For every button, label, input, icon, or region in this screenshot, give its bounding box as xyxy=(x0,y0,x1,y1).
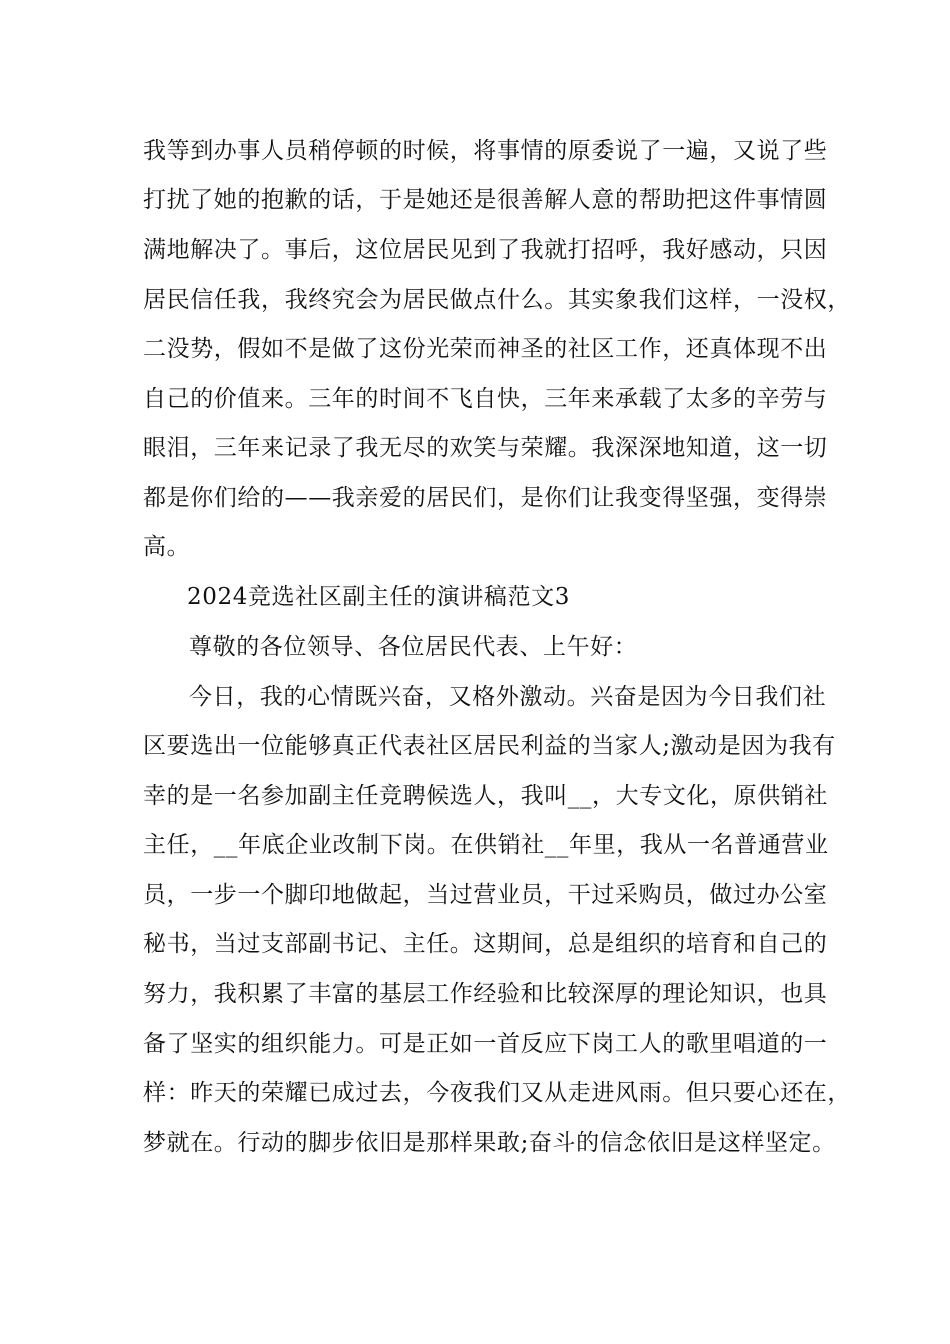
paragraph2-line-7: 努力，我积累了丰富的基层工作经验和比较深厚的理论知识，也具 xyxy=(143,981,828,1007)
paragraph2-line-10: 梦就在。行动的脚步依旧是那样果敢;奋斗的信念依旧是这样坚定。 xyxy=(143,1130,836,1156)
paragraph2-line-8: 备了坚实的组织能力。可是正如一首反应下岗工人的歌里唱道的一 xyxy=(143,1031,828,1057)
paragraph1-line-3: 满地解决了。事后，这位居民见到了我就打招呼，我好感动，只因 xyxy=(143,237,828,263)
paragraph2-line-1: 今日，我的心情既兴奋，又格外激动。兴奋是因为今日我们社 xyxy=(189,684,827,710)
paragraph2-line-5: 员，一步一个脚印地做起，当过营业员，干过采购员，做过办公室 xyxy=(143,882,828,908)
paragraph1-line-5: 二没势，假如不是做了这份光荣而神圣的社区工作，还真体现不出 xyxy=(143,336,828,362)
paragraph1-line-7: 眼泪，三年来记录了我无尽的欢笑与荣耀。我深深地知道，这一切 xyxy=(143,435,828,461)
section-title: 2024竞选社区副主任的演讲稿范文3 xyxy=(187,584,570,610)
paragraph2-line-9: 样：昨天的荣耀已成过去，今夜我们又从走进风雨。但只要心还在， xyxy=(143,1080,851,1106)
paragraph2-line-4: 主任，__年底企业改制下岗。在供销社__年里，我从一名普通营业 xyxy=(143,832,829,858)
paragraph1-line-6: 自己的价值来。三年的时间不飞自快，三年来承载了太多的辛劳与 xyxy=(143,386,828,412)
paragraph2-line-3: 幸的是一名参加副主任竞聘候选人，我叫__，大专文化，原供销社 xyxy=(143,783,828,809)
paragraph2-line-6: 秘书，当过支部副书记、主任。这期间，总是组织的培育和自己的 xyxy=(143,931,828,957)
paragraph1-line-4: 居民信任我，我终究会为居民做点什么。其实象我们这样，一没权， xyxy=(143,287,851,313)
paragraph1-line-9: 高。 xyxy=(143,534,191,560)
paragraph1-line-8: 都是你们给的——我亲爱的居民们，是你们让我变得坚强，变得崇 xyxy=(143,485,828,511)
greeting: 尊敬的各位领导、各位居民代表、上午好： xyxy=(189,634,638,660)
paragraph2-line-2: 区要选出一位能够真正代表社区居民利益的当家人;激动是因为我有 xyxy=(143,733,836,759)
paragraph1-line-1: 我等到办事人员稍停顿的时候，将事情的原委说了一遍，又说了些 xyxy=(143,138,828,164)
paragraph1-line-2: 打扰了她的抱歉的话，于是她还是很善解人意的帮助把这件事情圆 xyxy=(143,187,828,213)
